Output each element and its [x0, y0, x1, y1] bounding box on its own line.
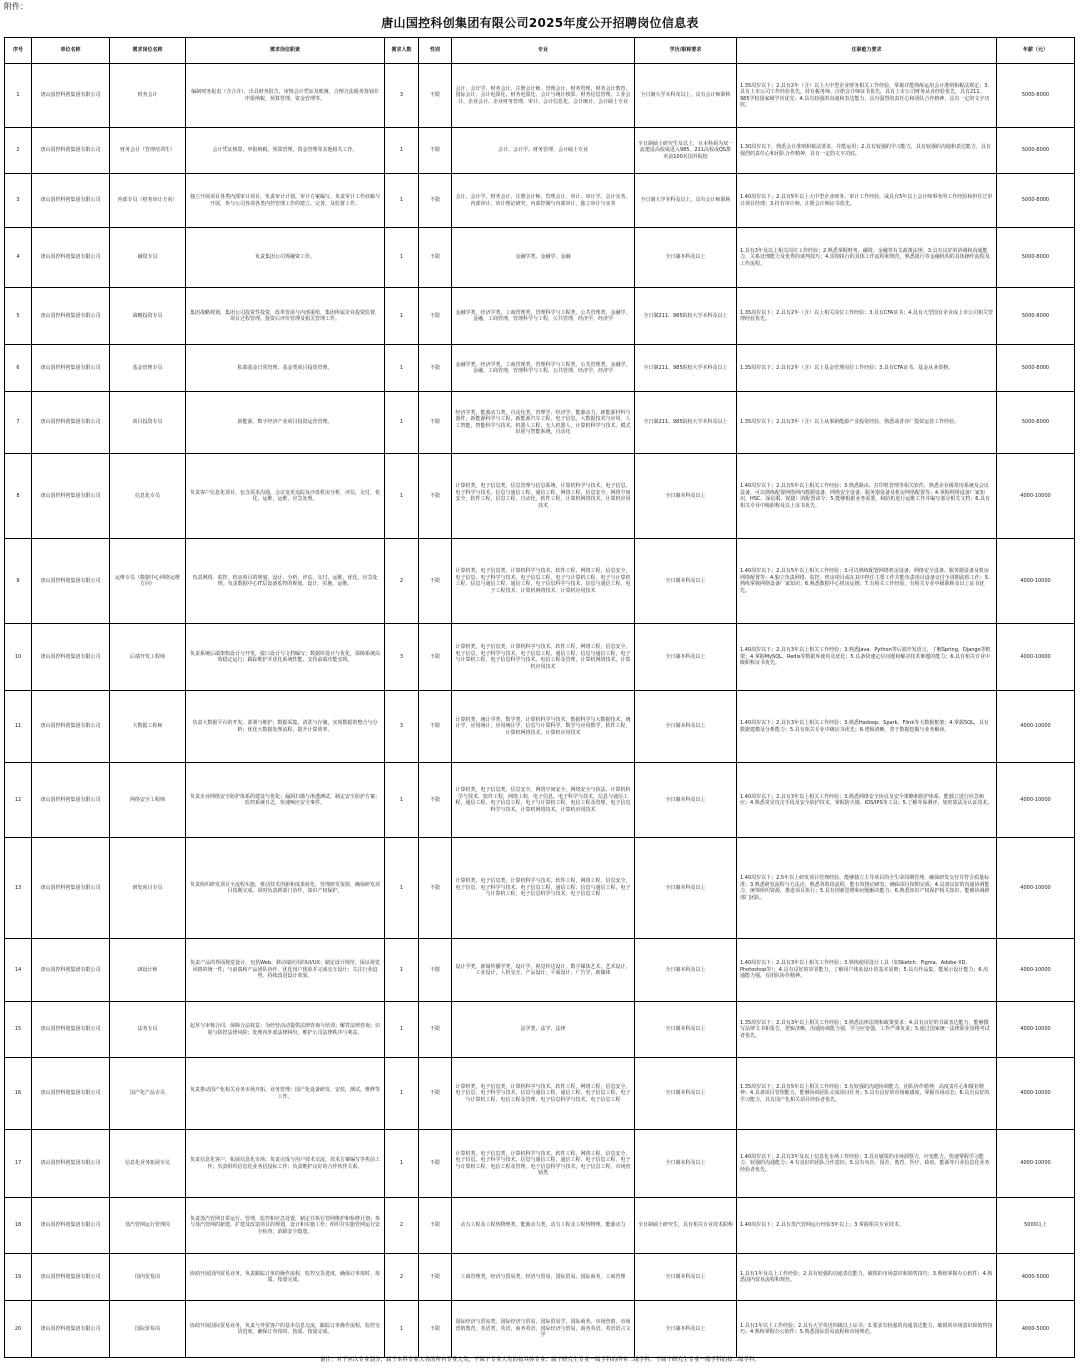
table-row	[5, 174, 1075, 228]
education-requirement-cell: 全日制本科及以上	[635, 763, 737, 838]
unit-name-cell: 唐山国控科创集团有限公司	[32, 1254, 110, 1301]
education-requirement-cell: 全日制大学本科及以上，具有会计师职称	[635, 64, 737, 128]
page-title: 唐山国控科创集团有限公司2025年度公开招聘岗位信息表	[381, 16, 699, 30]
post-name-cell: 后端开发工程师	[110, 624, 186, 691]
headcount-cell: 2	[385, 539, 419, 624]
post-name-cell: 大数据工程师	[110, 691, 186, 763]
headcount-cell: 3	[385, 624, 419, 691]
gender-cell: 不限	[419, 128, 452, 174]
post-duty-cell: 负责集团公司筹融资工作。	[186, 228, 385, 288]
post-name-cell: 国内贸易岗	[110, 1254, 186, 1301]
ability-requirement-cell: 1.35周岁以下；2.具有2年（含）以上大中型企业财务相关工作经验，掌握并能熟练运用会计准则和税法规定；3.具有上市公司工作经验优先，持有税务师、注册会计师证书优先，具有上市公司财务从业经验优先，具有211、985学校国家级学历优先；4.具有较强的沟通和表达能力，具有强烈的责任心和团队合作精神，具有一定的文字功底。	[737, 64, 997, 128]
gender-cell: 不限	[419, 1301, 452, 1358]
education-requirement-cell: 全日制211、985院校大学本科及以上	[635, 345, 737, 392]
major-cell: 计算机类，电子信息类，计算机科学与技术，软件工程，网络工程，信息安全，电子信息，电子科学与技术，电子信息工程，通信工程，信息与通信工程，电子与计算机工程，电子信息科学与技术，电信工程及管理，计算机网络技术，计算机应用技术	[452, 624, 635, 691]
row-number-cell: 9	[5, 539, 32, 624]
gender-cell: 不限	[419, 345, 452, 392]
post-duty-cell: 负责系统后端架构设计与开发，接口设计与文档编写；数据库设计与优化，保障系统高效稳定运行；跟踪维护并优化系统性能，支持前端功能实现。	[186, 624, 385, 691]
major-cell: 会计、会计学、财务管理、会计硕士专业	[452, 128, 635, 174]
post-name-cell: 项目投资专员	[110, 392, 186, 454]
headcount-cell: 1	[385, 128, 419, 174]
major-cell: 动力工程及工程热物理类，能源动力类，动力工程及工程热物理，能源动力	[452, 1198, 635, 1254]
major-cell: 计算机类，电子信息类，计算机科学与技术，软件工程，网络工程，信息安全，电子信息，电子科学与技术，信息与通信工程，通信工程，电子信息工程，电子与计算机工程，电信工程及管理，电子信息科学与技术，电子信息工程，市场营销类	[452, 1130, 635, 1198]
annual-salary-cell: 4000-10000	[997, 1002, 1075, 1058]
unit-name-cell: 唐山国控科创集团有限公司	[32, 691, 110, 763]
major-cell: 计算机类，电子信息类，计算机科学与技术，软件工程，网络工程，信息安全，电子信息，电子科学与技术，电子信息工程，电子与计算机工程，电子与计算机工程，信息与通信工程，通信工程，电子信息科学与技术，信息与通信工程，电子工程技术，计算机网络技术，计算机应用技术	[452, 539, 635, 624]
unit-name-cell: 唐山国控科创集团有限公司	[32, 174, 110, 228]
post-name-cell: 网络安全工程师	[110, 763, 186, 838]
annual-salary-cell: 4000-10000	[997, 838, 1075, 939]
row-number-cell: 11	[5, 691, 32, 763]
table-row	[5, 454, 1075, 539]
post-duty-cell: 集团战略规划，集团公司投资性投资，改革发展与内部重组，集团所属企业投资监督，项目过程管理，投资后评价管理及相关管理工作。	[186, 288, 385, 345]
post-name-cell: 研发项目专员	[110, 838, 186, 939]
recruitment-table	[4, 37, 1075, 1358]
ability-requirement-cell: 1.具有1年以上工作经验；2.具有大学英语四级以上证书；3.要求有较强的沟通表达能力，敏锐的市场意识和销售技巧；4.熟练掌握办公软件；5.熟悉国际贸易流程和市场规范。	[737, 1301, 997, 1358]
education-requirement-cell: 全日制硕士研究生，具有相关专业技术职称	[635, 1198, 737, 1254]
post-name-cell: 蒸汽管网运行管理岗	[110, 1198, 186, 1254]
education-requirement-cell: 全日制本科及以上	[635, 539, 737, 624]
post-duty-cell: 负责网络、监控、机房项目的规划、设计、分析、评估、交付、运维、优化，应急处理。负责数据中心IT层设备监控的规划、设计、实施、运维。	[186, 539, 385, 624]
gender-cell: 不限	[419, 1002, 452, 1058]
education-requirement-cell: 全日制211、985院校大学本科及以上	[635, 288, 737, 345]
table-header-row	[5, 38, 1075, 64]
post-duty-cell: 私募基金日常管理，基金类项目投资管理。	[186, 345, 385, 392]
headcount-cell: 2	[385, 1254, 419, 1301]
annual-salary-cell: 5000-8000	[997, 228, 1075, 288]
gender-cell: 不限	[419, 539, 452, 624]
table-row	[5, 691, 1075, 763]
table-row	[5, 228, 1075, 288]
post-duty-cell: 负责信息化客户，拓展信息化市场；负责完成与用户技术交流，技术方案编写等售前工作；负责组织信息化业务招投标工作；负责维护良好的合作伙伴关系。	[186, 1130, 385, 1198]
headcount-cell: 1	[385, 1002, 419, 1058]
footer-note: 备注：对于应次专业划分，属于本科专业大类的所有专业大类，不属于专业大类的按具体专业；属于研究生专业一级学科的所有二级学科，不属于研究生专业一级学科的按二级学科。	[319, 1357, 760, 1363]
annual-salary-cell: 5000-8000	[997, 128, 1075, 174]
major-cell: 金融学类、金融学、金融	[452, 228, 635, 288]
row-number-cell: 20	[5, 1301, 32, 1358]
major-cell: 金融学类，经济学类，工商管理类，管理科学与工程类，公共管理类，金融学，金融，工商管理，管理科学与工程，公共管理，经济学，经济学	[452, 345, 635, 392]
table-row	[5, 288, 1075, 345]
major-cell: 计算机类，电子信息类，计算机科学与技术，软件工程，网络工程，信息安全，电子信息，电子科学与技术，信息与通信工程，通信工程，电子信息工程，电子与计算机工程，电信工程及管理，电子信息科学与技术，电子信息工程	[452, 1058, 635, 1130]
education-requirement-cell: 全日制211、985院校大学本科及以上	[635, 392, 737, 454]
table-row	[5, 1058, 1075, 1130]
header-no: 序号	[5, 38, 32, 64]
post-duty-cell: 起草与审核合同，保障合法权益；为经营活动提供法律咨询与培训；解答法律咨询；识别与防控法律风险；处理内外部法律纠纷，维护公司法律秩序与利益。	[186, 1002, 385, 1058]
unit-name-cell: 唐山国控科创集团有限公司	[32, 228, 110, 288]
ability-requirement-cell: 1.35周岁以下；2.具有5年以上相关工作经验；3.有较强的沟通协调能力，团队协作精神，高度责任心和敬业精神；4.具备项目管理能力，能够协调团队完成项目任务；5.具有良好的市场敏感度，掌握市场动态；6.具有良好的学习能力，具有国产化相关项目经验者优先。	[737, 1058, 997, 1130]
major-cell: 计算机类，电子信息类，信息管理与信息系统，计算机科学与技术，电子信息，电子科学与技术，信息与通信工程，通信工程，网络工程，信息安全，网络空间安全，软件工程，信息工程，自动化，软件工程，计算机网络技术，计算机应用技术	[452, 454, 635, 539]
table-row	[5, 64, 1075, 128]
annual-salary-cell: 4000-5000	[997, 1301, 1075, 1358]
education-requirement-cell: 全日制大学本科及以上，具有会计师职称	[635, 174, 737, 228]
ability-requirement-cell: 1.35周岁以下；2.具有3年以上相关工作经验；3.熟悉法律法规和政策要求；4.具有良好的书面表达能力，能够撰写法律文书和报告，逻辑清晰，沟通协调能力强，学习应变强，工作严谨负责；5.通过国家统一法律职业资格考试者优先。	[737, 1002, 997, 1058]
row-number-cell: 1	[5, 64, 32, 128]
annual-salary-cell: 5000-8000	[997, 288, 1075, 345]
annual-salary-cell: 4000-10000	[997, 691, 1075, 763]
table-row	[5, 128, 1075, 174]
unit-name-cell: 唐山国控科创集团有限公司	[32, 838, 110, 939]
annual-salary-cell: 5000-8000	[997, 174, 1075, 228]
post-name-cell: UI设计师	[110, 939, 186, 1002]
post-duty-cell: 协助开展国际贸易业务，负责与外贸客户的基本信息交流，跟踪订单操作流程，监控交货进度，确保订单按时、按质、按量完成。	[186, 1301, 385, 1358]
post-name-cell: 基金管理专员	[110, 345, 186, 392]
ability-requirement-cell: 1.30周岁以下，熟悉会计准则和税法要求，并能运用；2.具有较强的学习能力，具有较强的沟通和表达能力，具有强烈的责任心和团队合作精神，具有一定的文字功底。	[737, 128, 997, 174]
table-row	[5, 1002, 1075, 1058]
header-gender: 性别	[419, 38, 452, 64]
headcount-cell: 1	[385, 392, 419, 454]
education-requirement-cell: 全日制硕士研究生及以上，且本科须为双一流建设高校或进入985、211高校或QS排名前100名国外院校	[635, 128, 737, 174]
ability-requirement-cell: 1.40周岁以下；2.具有3年以上相关工作经验；3.熟练使用设计工具（如Sketch、Figma、Adobe XD、Photoshop等）；4.具有良好的审美能力，了解用户体验设计的基本原则；5.具有作品集，能展示设计能力；6.沟通能力强，有团队协作精神。	[737, 939, 997, 1002]
education-requirement-cell: 全日制本科及以上	[635, 624, 737, 691]
post-duty-cell: 负责蒸汽管网日常运行、管理，监控和应急处置，制定并执行管网维护和检修计划；参与蒸汽管网的新建、扩建及改造项目的规划，设计和实施工作；组织并实施管网运行安全检查，消除安全隐患。	[186, 1198, 385, 1254]
header-unit: 单位名称	[32, 38, 110, 64]
annual-salary-cell: 5000-8000	[997, 392, 1075, 454]
row-number-cell: 2	[5, 128, 32, 174]
table-row	[5, 763, 1075, 838]
unit-name-cell: 唐山国控科创集团有限公司	[32, 1198, 110, 1254]
table-row	[5, 345, 1075, 392]
table-row	[5, 539, 1075, 624]
major-cell: 计算机类，电子信息类，信息安全，网络空间安全，网络安全与执法，计算机科学与技术，软件工程，网络工程，电子信息，电子科学与技术，信息与通信工程，通信工程，电子信息工程，电子与计算机工程，电信工程及管理，电子信息科学与技术，计算机网络技术，计算机应用技术	[452, 763, 635, 838]
unit-name-cell: 唐山国控科创集团有限公司	[32, 939, 110, 1002]
table-row	[5, 939, 1075, 1002]
ability-requirement-cell: 1.40周岁以下；2.具有5年以上相关工作经验；3.熟悉路由、打印机管理等相关软件，熟悉企业级常用系统及会议设备，可以熟练配置网络网内数据设备，网络安全设备，服务器设备及机房网络配置等；4.掌握网络设备厂家知识，HSC、深信服、锐捷）的配置命令；5.能够根据业务需要，和防机进行运维工作并编写部分相关文档；6.具有相关专业中级职称及以上证书优先。	[737, 454, 997, 539]
gender-cell: 不限	[419, 288, 452, 345]
headcount-cell: 2	[385, 1198, 419, 1254]
post-duty-cell: 负责企业网络安全防护体系的建设与优化；漏洞扫描与渗透测试，制定安全防护方案；监控系统日志，快速响应安全事件。	[186, 763, 385, 838]
gender-cell: 不限	[419, 392, 452, 454]
ability-requirement-cell: 1.40周岁以下；2.具有5年以上大中型企业财务、审计工作经验，或具有5年以上会计师事务所工作经验和担任过审计项目经理；3.持有审计师、注册会计师证书优先。	[737, 174, 997, 228]
education-requirement-cell: 全日制本科及以上	[635, 1254, 737, 1301]
gender-cell: 不限	[419, 1198, 452, 1254]
gender-cell: 不限	[419, 1058, 452, 1130]
headcount-cell: 1	[385, 345, 419, 392]
annual-salary-cell: 4000-10000	[997, 1058, 1075, 1130]
table-row	[5, 1301, 1075, 1358]
post-duty-cell: 负责大数据平台的开发、部署与维护；数据采集、清洗与存储，实现数据的整合与分析；优化大数据处理流程，提升计算效率。	[186, 691, 385, 763]
row-number-cell: 17	[5, 1130, 32, 1198]
post-duty-cell: 新能源、数字经济产业项目投资运营管理。	[186, 392, 385, 454]
education-requirement-cell: 全日制本科及以上	[635, 454, 737, 539]
headcount-cell: 1	[385, 228, 419, 288]
unit-name-cell: 唐山国控科创集团有限公司	[32, 454, 110, 539]
row-number-cell: 7	[5, 392, 32, 454]
ability-requirement-cell: 1.40周岁以下；2.具有3年及以上信息化市场工作经验；3.具有敏锐的市场洞察力，应变能力，快速掌握学习能力，较强的沟通能力；4.有良好的团队合作意识；5.具有央企、国企、教育、医疗、政府、能源等行业信息化业务经验者优先。	[737, 1130, 997, 1198]
major-cell: 计算机类，统计学类，数学类，计算机科学与技术，数据科学与大数据技术，统计学，应用统计，应用统计学，信息与计算科学，数学与应用数学，软件工程，计算机网络技术，计算机应用技术	[452, 691, 635, 763]
row-number-cell: 16	[5, 1058, 32, 1130]
unit-name-cell: 唐山国控科创集团有限公司	[32, 1130, 110, 1198]
post-name-cell: 信息化专员	[110, 454, 186, 539]
ability-requirement-cell: 1.40周岁以下；2.具有3年以上相关工作经验；3.熟悉Hadoop、Spark、Flink等大数据框架；4.掌握SQL，具有数据建模及分析能力；5.具有相关专业中级证书优先；6.逻辑清晰，善于数据挖掘与业务解读。	[737, 691, 997, 763]
table-row	[5, 838, 1075, 939]
gender-cell: 不限	[419, 763, 452, 838]
post-name-cell: 国际贸易岗	[110, 1301, 186, 1358]
annual-salary-cell: 4000-10000	[997, 454, 1075, 539]
annual-salary-cell: 4000-10000	[997, 1130, 1075, 1198]
annual-salary-cell: 4000-5000	[997, 1254, 1075, 1301]
post-name-cell: 内部专员（财务审计方向）	[110, 174, 186, 228]
unit-name-cell: 唐山国控科创集团有限公司	[32, 288, 110, 345]
header-count: 需求人数	[385, 38, 419, 64]
major-cell: 工商管理类，经济与贸易类，经济与贸易，国际贸易，国际商务，工商管理	[452, 1254, 635, 1301]
header-requirements: 任职能力要求	[737, 38, 997, 64]
ability-requirement-cell: 1.40周岁以下；2.5年以上研发项目管理经验，能够独立主导项目的全生命周期管理，确保研发交付并符合质量标准；3.熟悉研发流程与方法论，熟悉各阶段流程，能有效推动研发，确保项目按期完成；4.具备良好的沟通协调能力，统筹组织资源，推进项目执行；5.具有创新思维和问题解决能力；6.熟悉知识产权保护相关知识，能够协调跨部门团队。	[737, 838, 997, 939]
annual-salary-cell: 4000-10000	[997, 939, 1075, 1002]
post-name-cell: 财务会计	[110, 64, 186, 128]
table-row	[5, 1130, 1075, 1198]
row-number-cell: 4	[5, 228, 32, 288]
education-requirement-cell: 全日制本科及以上	[635, 939, 737, 1002]
education-requirement-cell: 全日制本科及以上	[635, 691, 737, 763]
headcount-cell: 1	[385, 454, 419, 539]
unit-name-cell: 唐山国控科创集团有限公司	[32, 1002, 110, 1058]
major-cell: 法学类，法学，法律	[452, 1002, 635, 1058]
post-duty-cell: 协助开展国内贸易业务，负责跟踪订单的操作流程，监控交货进度，确保订单按时、按质、按量完成。	[186, 1254, 385, 1301]
headcount-cell: 3	[385, 691, 419, 763]
headcount-cell: 1	[385, 174, 419, 228]
attachment-label: 附件：	[4, 2, 28, 11]
row-number-cell: 10	[5, 624, 32, 691]
education-requirement-cell: 全日制本科及以上	[635, 228, 737, 288]
row-number-cell: 12	[5, 763, 32, 838]
post-name-cell: 法务专员	[110, 1002, 186, 1058]
row-number-cell: 15	[5, 1002, 32, 1058]
major-cell: 经济学类，能源动力类，自动化类，管理学，经济学，能源动力，新能源材料与器件，新能源科学与工程，新能源汽车工程，电子信息，大数据技术与应用，人工智能，智能科学与技术，机器人工程，无人机器人，计算机科学与技术，模式识别与智能系统，自动化	[452, 392, 635, 454]
post-duty-cell: 独立开展项目各类内部审计项目，负责审计计划、审计方案编写，负责审计工作底稿与开展，参与公司各项各类内控管理工作的建立、完善、及监督工作。	[186, 174, 385, 228]
ability-requirement-cell: 1.40周岁以下；2.具有蒸汽管网运行经验3年以上；3.掌握相关专业技术。	[737, 1198, 997, 1254]
gender-cell: 不限	[419, 1130, 452, 1198]
row-number-cell: 13	[5, 838, 32, 939]
annual-salary-cell: 5000-8000	[997, 64, 1075, 128]
post-name-cell: 财务会计（管理培训生）	[110, 128, 186, 174]
ability-requirement-cell: 1.40周岁以下；2.具有3年以上相关工作经验；3.熟悉网络安全协议及安全策略和防护体系，能独立进行应急响应；4.熟悉常见攻击手段及安全防护技术，掌握防火墙、IDS/IPS等工具；5.了解等保测评，加密算法及认证技术。	[737, 763, 997, 838]
headcount-cell: 1	[385, 288, 419, 345]
education-requirement-cell: 全日制本科及以上	[635, 1130, 737, 1198]
education-requirement-cell: 全日制本科及以上	[635, 838, 737, 939]
gender-cell: 不限	[419, 691, 452, 763]
gender-cell: 不限	[419, 939, 452, 1002]
row-number-cell: 3	[5, 174, 32, 228]
post-duty-cell: 负责客户信息化项目，包含需求沟通，会议变更追踪及沙盘机房分析，评估，交付，优化，运维，运维，应急处理。	[186, 454, 385, 539]
education-requirement-cell: 全日制本科及以上	[635, 1301, 737, 1358]
post-duty-cell: 负责推动国产化相关业务市场开拓，业务管理；国产化设备研发，安装，测试，维修等工作。	[186, 1058, 385, 1130]
unit-name-cell: 唐山国控科创集团有限公司	[32, 128, 110, 174]
header-education: 学历/职称要求	[635, 38, 737, 64]
headcount-cell: 1	[385, 763, 419, 838]
header-post: 需求岗位名称	[110, 38, 186, 64]
unit-name-cell: 唐山国控科创集团有限公司	[32, 1301, 110, 1358]
ability-requirement-cell: 1.35周岁以下；2.具有3年（含）以上从事新能源产业投资经验，熟悉或者亦厂投资运营工作经验。	[737, 392, 997, 454]
major-cell: 计算机类，电子信息类，计算机科学与技术，软件工程，网络工程，信息安全，电子信息，电子科学与技术，电子信息工程，通信工程，信息与通信工程，电子与计算机工程，电子信息科学与技术，电子信息工程	[452, 838, 635, 939]
gender-cell: 不限	[419, 624, 452, 691]
post-duty-cell: 负责组织研发项目全流程实施，推动技术创新和成果转化，管理研发资源，确保研发项目按期完成，同时负责跨部门协作，知识产权保护。	[186, 838, 385, 939]
unit-name-cell: 唐山国控科创集团有限公司	[32, 392, 110, 454]
ability-requirement-cell: 1.40周岁以下；2.具有3年以上相关工作经验；3.熟悉Java、Python等后端开发语言，了解Spring、Django等框架；4.掌握MySQL、Redis等数据库使用及优化；5.具备快速定位问题和解决技术难题的能力；6.具有相关专业中级职称证书优先。	[737, 624, 997, 691]
headcount-cell: 3	[385, 64, 419, 128]
post-duty-cell: 会计凭证核算，申报纳税，预算管理，资金管理等其他相关工作。	[186, 128, 385, 174]
ability-requirement-cell: 1.具有1年及以上工作经验；2.具有较强的沟通表达能力，敏锐的市场意识和销售技巧；3.熟练掌握办公软件；4.熟悉国内贸易流程和规范。	[737, 1254, 997, 1301]
gender-cell: 不限	[419, 454, 452, 539]
gender-cell: 不限	[419, 174, 452, 228]
gender-cell: 不限	[419, 838, 452, 939]
row-number-cell: 14	[5, 939, 32, 1002]
post-duty-cell: 编制财务报表（含合并），出具财务报告，审核会计凭证及账簿，合理合法税务筹划并申报纳税，预算管理，资金管理等。	[186, 64, 385, 128]
major-cell: 会计、会计学、财务会计、注册会计师、管理会计、财务管理、财务会计教育、国际会计、会计电算化、财务电算化、会计与统计核算、财务信息管理、工业会计、企业会计、企业财务管理、审计、会计信息化、会计统计、会计硕士专业	[452, 64, 635, 128]
header-major: 专业	[452, 38, 635, 64]
annual-salary-cell: 4000-10000	[997, 763, 1075, 838]
post-name-cell: 融资专员	[110, 228, 186, 288]
headcount-cell: 1	[385, 1058, 419, 1130]
table-row	[5, 1254, 1075, 1301]
header-salary: 年薪（元）	[997, 38, 1075, 64]
unit-name-cell: 唐山国控科创集团有限公司	[32, 539, 110, 624]
annual-salary-cell: 5000-8000	[997, 345, 1075, 392]
gender-cell: 不限	[419, 64, 452, 128]
unit-name-cell: 唐山国控科创集团有限公司	[32, 64, 110, 128]
education-requirement-cell: 全日制本科及以上	[635, 1058, 737, 1130]
row-number-cell: 19	[5, 1254, 32, 1301]
annual-salary-cell: 4000-10000	[997, 539, 1075, 624]
headcount-cell: 1	[385, 838, 419, 939]
headcount-cell: 1	[385, 1130, 419, 1198]
headcount-cell: 1	[385, 1301, 419, 1358]
post-name-cell: 运维专员（数据中心网络运维方向）	[110, 539, 186, 624]
unit-name-cell: 唐山国控科创集团有限公司	[32, 345, 110, 392]
table-row	[5, 392, 1075, 454]
table-row	[5, 624, 1075, 691]
post-name-cell: 信息化业务拓展专员	[110, 1130, 186, 1198]
annual-salary-cell: 5000以上	[997, 1198, 1075, 1254]
ability-requirement-cell: 1.35周岁以下；2.具有2年（含）以上基金管理岗位工作经验；3.具有CFA证书，基金从业资格。	[737, 345, 997, 392]
post-duty-cell: 负责产品的界面视觉设计，包括Web、移动端应用的UI/UX；制定设计规范，保证视觉风格的统一性；与前端和产品团队协作，优化用户体验并完成交互设计；关注行业趋势，持续改进设计效果。	[186, 939, 385, 1002]
unit-name-cell: 唐山国控科创集团有限公司	[32, 624, 110, 691]
headcount-cell: 1	[385, 939, 419, 1002]
row-number-cell: 5	[5, 288, 32, 345]
major-cell: 国际经济与贸易类，国际经济与贸易，国际贸易学，国际商务，市场营销，市场营销教育，英语类，英语，商务英语，国际经济与贸易，商务英语，英语语言文学	[452, 1301, 635, 1358]
major-cell: 设计学类，新闻传播学类，设计学，视觉传达设计，数字媒体艺术，艺术设计，工业设计，人机交互，产品设计，平面设计，广告学，新媒体	[452, 939, 635, 1002]
row-number-cell: 8	[5, 454, 32, 539]
education-requirement-cell: 全日制本科及以上	[635, 1002, 737, 1058]
ability-requirement-cell: 1.35周岁以下；2.具有2年（含）以上相关岗位工作经验；3.具有CFA证书；4.具有大型国有企业或上市公司相关管理经验优先。	[737, 288, 997, 345]
row-number-cell: 6	[5, 345, 32, 392]
annual-salary-cell: 4000-10000	[997, 624, 1075, 691]
header-duty: 需求岗位职责	[186, 38, 385, 64]
major-cell: 会计、会计学、财务会计、注册会计师、管理会计、审计、审计学、会计实务、内部审计、审计理论研究、内部控制与内部审计、独立审计与实务	[452, 174, 635, 228]
row-number-cell: 18	[5, 1198, 32, 1254]
unit-name-cell: 唐山国控科创集团有限公司	[32, 763, 110, 838]
ability-requirement-cell: 1.40周岁以下；2.具有5年以上相关工作经验；3.可以熟练配置网络机房设备、网络安全设备、服务器设备及机房网络配置等；4.独立负责网络、监控、机房项目或在其中担任主要工作并能负责项目设备交付全周期流程工作；5.熟练掌握网络设备厂家知识；6.熟悉数据中心机房运维；7.有相关工作经验，有相关专业中级职称及以上证书优先。	[737, 539, 997, 624]
ability-requirement-cell: 1.具有3年及以上相关岗位工作经验；2.熟悉掌握财务、融资、金融等有关政策法规；3.具有良好的协调和沟通能力，关系处理能力及优秀的谈判技巧；4.贯彻执行的具体工作流程和规范，熟悉银行等金融机构的具体操作流程及工作流程。	[737, 228, 997, 288]
gender-cell: 不限	[419, 1254, 452, 1301]
gender-cell: 不限	[419, 228, 452, 288]
post-name-cell: 国产化产品专员	[110, 1058, 186, 1130]
post-name-cell: 战略投资专员	[110, 288, 186, 345]
major-cell: 金融学类，经济学类，工商管理类，管理科学与工程类，公共管理类，金融学，金融，工商管理，管理科学与工程，公共管理，经济学，经济学	[452, 288, 635, 345]
unit-name-cell: 唐山国控科创集团有限公司	[32, 1058, 110, 1130]
table-row	[5, 1198, 1075, 1254]
